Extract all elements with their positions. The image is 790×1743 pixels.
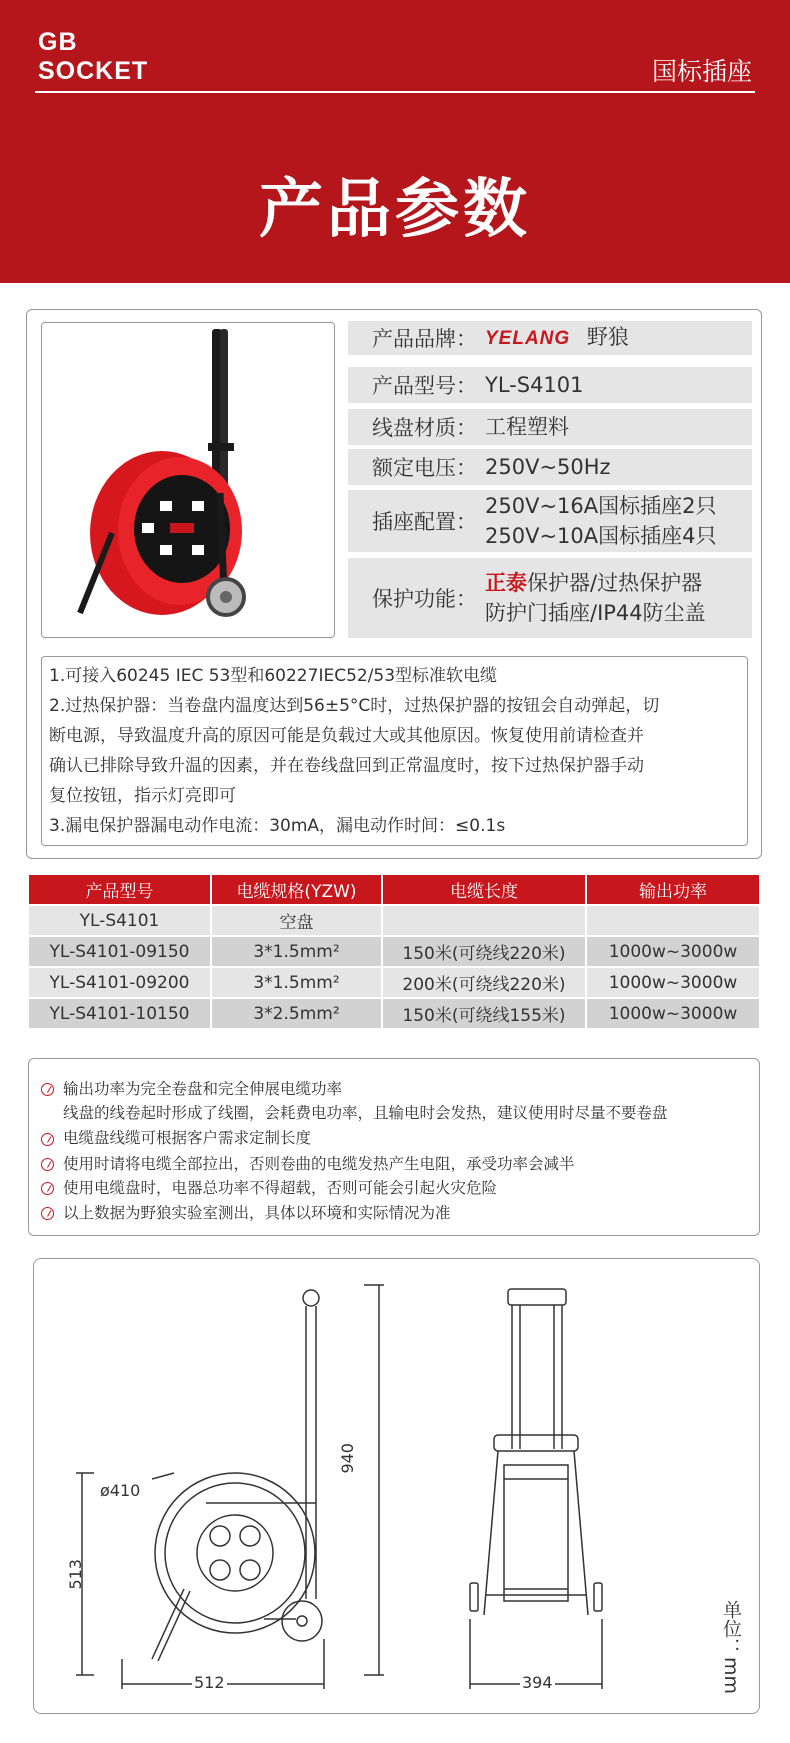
table-cell: 150米(可绕线155米) [383, 999, 585, 1028]
brand-line-2: SOCKET [38, 57, 149, 85]
voltage-label: 额定电压： [372, 456, 477, 480]
protect-brand: 正泰 [485, 571, 527, 595]
warning-icon [41, 1133, 54, 1146]
note-line: 2.过热保护器：当卷盘内温度达到56±5°C时，过热保护器的按钮会自动弹起，切 [49, 696, 660, 716]
table-cell: 150米(可绕线220米) [383, 937, 585, 966]
table-cell [587, 906, 759, 935]
table-cell: 3*2.5mm² [212, 999, 381, 1028]
table-cell: 200米(可绕线220米) [383, 968, 585, 997]
table-cell: YL-S4101-10150 [29, 999, 210, 1028]
material-label: 线盘材质： [372, 416, 477, 440]
spec-protect-row [348, 558, 752, 638]
warning-icon [41, 1207, 54, 1220]
warning-icon [41, 1182, 54, 1195]
product-photo [41, 322, 335, 638]
yelang-logo: YELANG [485, 328, 571, 349]
spec-brand-row [348, 321, 752, 355]
brand-mark [38, 28, 148, 86]
warning-icon [41, 1083, 54, 1096]
table-cell: 3*1.5mm² [212, 937, 381, 966]
socket-value-2: 250V~10A国标插座4只 [485, 524, 717, 548]
table-header: 产品型号 [29, 875, 210, 904]
note-line: 断电源，导致温度升高的原因可能是负载过大或其他原因。恢复使用前请检查并 [49, 726, 644, 746]
note-line: 确认已排除导致升温的因素，并在卷线盘回到正常温度时，按下过热保护器手动 [49, 756, 644, 776]
table-cell: 3*1.5mm² [212, 968, 381, 997]
table-cell: YL-S4101-09200 [29, 968, 210, 997]
notes-panel [41, 656, 748, 846]
diameter-label: ø410 [100, 1481, 141, 1500]
socket-value-1: 250V~16A国标插座2只 [485, 494, 717, 518]
table-cell [383, 906, 585, 935]
table-row [29, 968, 759, 997]
unit-label: 单位：mm [720, 1600, 742, 1695]
table-row [29, 906, 759, 935]
table-row [29, 937, 759, 966]
brand-label: 产品品牌： [372, 327, 477, 351]
protect-label: 保护功能： [372, 587, 477, 611]
warning-icon [41, 1158, 54, 1171]
category-title: 国标插座 [651, 57, 752, 86]
spec-socket-row [348, 490, 752, 552]
voltage-value: 250V~50Hz [485, 455, 611, 479]
model-value: YL-S4101 [485, 373, 584, 397]
material-value: 工程塑料 [485, 415, 569, 439]
table-row [29, 999, 759, 1028]
table-header: 电缆规格(YZW) [212, 875, 381, 904]
brand-value: 野狼 [586, 325, 629, 349]
table-header: 输出功率 [587, 875, 759, 904]
dimension-drawing [33, 1258, 760, 1714]
power-note: 电缆盘线缆可根据客户需求定制长度 [63, 1129, 312, 1147]
note-line: 复位按钮，指示灯亮即可 [49, 786, 236, 806]
model-table [27, 873, 761, 1030]
spec-model-row [348, 367, 752, 403]
socket-label: 插座配置： [372, 510, 477, 534]
power-note: 输出功率为完全卷盘和完全伸展电缆功率 [63, 1080, 343, 1098]
front-width-label: 394 [522, 1673, 553, 1692]
side-width-label: 512 [194, 1673, 225, 1692]
table-cell: YL-S4101-09150 [29, 937, 210, 966]
table-cell: YL-S4101 [29, 906, 210, 935]
table-cell: 1000w~3000w [587, 999, 759, 1028]
page-title: 产品参数 [259, 173, 531, 247]
power-note: 使用时请将电缆全部拉出，否则卷曲的电缆发热产生电阻，承受功率会减半 [63, 1155, 575, 1173]
model-label: 产品型号： [372, 374, 477, 398]
protect-value-1: 保护器/过热保护器 [527, 571, 703, 595]
table-cell: 1000w~3000w [587, 937, 759, 966]
table-cell: 1000w~3000w [587, 968, 759, 997]
note-line: 3.漏电保护器漏电动作电流：30mA，漏电动作时间：≤0.1s [49, 816, 506, 836]
power-note: 以上数据为野狼实验室测出，具体以环境和实际情况为准 [63, 1204, 451, 1222]
reel-height-label: 513 [66, 1559, 85, 1590]
total-height-label: 940 [338, 1443, 357, 1474]
note-line: 1.可接入60245 IEC 53型和60227IEC52/53型标准软电缆 [49, 666, 498, 686]
table-header: 电缆长度 [383, 875, 585, 904]
header-banner [0, 0, 790, 283]
spec-voltage-row [348, 449, 752, 485]
protect-value-2: 防护门插座/IP44防尘盖 [485, 601, 706, 625]
divider [35, 91, 755, 93]
brand-line-1: GB [38, 28, 78, 56]
table-cell: 空盘 [212, 906, 381, 935]
power-note: 使用电缆盘时，电器总功率不得超载，否则可能会引起火灾危险 [63, 1179, 498, 1197]
power-note: 线盘的线卷起时形成了线圈，会耗费电功率，且输电时会发热，建议使用时尽量不要卷盘 [63, 1104, 668, 1122]
power-notes-panel [28, 1058, 760, 1236]
spec-material-row [348, 409, 752, 445]
